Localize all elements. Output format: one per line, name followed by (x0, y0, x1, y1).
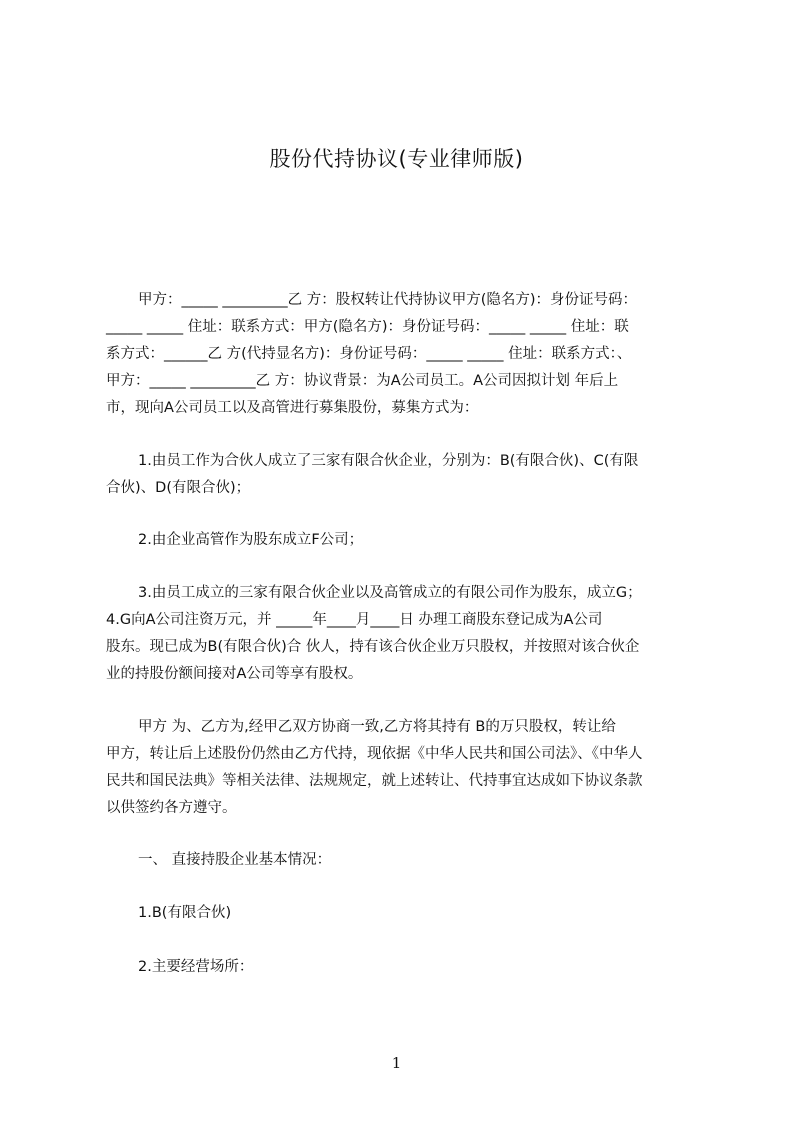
intro-line: 甲方：_____ _________乙 方：协议背景：为A公司员工。A公司因拟计划 年后上 (106, 373, 619, 389)
intro-line: 甲方：_____ _________乙 方：股权转让代持协议甲方(隐名方)：身份证号码： (138, 292, 638, 308)
item3-line: 业的持股份额间接对A公司等享有股权。 (106, 666, 363, 682)
agreement-line: 民共和国民法典》等相关法律、法规规定，就上述转让、代持事宜达成如下协议条款 (106, 773, 643, 789)
item1-line: 合伙)、D(有限合伙)； (106, 480, 251, 496)
intro-line: 系方式：______乙 方(代持显名方)：身份证号码：_____ _____ 住址：联系方式：、 (106, 346, 632, 362)
intro-line: _____ _____ 住址：联系方式：甲方(隐名方)：身份证号码：_____ _____ 住址：联 (106, 319, 629, 335)
agreement-line: 甲方 为、乙方为,经甲乙双方协商一致,乙方将其持有 B的万只股权，转让给 (138, 719, 616, 735)
agreement-paragraph (106, 714, 700, 822)
item3-line: 股东。现已成为B(有限合伙)合 伙人，持有该合伙企业万只股权，并按照对该合伙企 (106, 639, 640, 655)
item1-line: 1.由员工作为合伙人成立了三家有限合伙企业，分别为：B(有限合伙)、C(有限 (138, 453, 639, 469)
intro-line: 市，现向A公司员工以及高管进行募集股份，募集方式为： (106, 400, 479, 416)
document-title: 股份代持协议(专业律师版) (269, 147, 524, 171)
item3-line: 4.G向A公司注资万元，并 _____年____月____日 办理工商股东登记成为A公司 (106, 612, 603, 628)
intro-paragraph (106, 287, 700, 422)
section1-item1: 1.B(有限合伙) (138, 905, 232, 921)
page-number: 1 (391, 1054, 402, 1072)
item2-paragraph: 2.由企业高管作为股东成立F公司； (138, 532, 364, 548)
agreement-line: 以供签约各方遵守。 (106, 800, 237, 816)
item3-paragraph (106, 580, 700, 688)
item3-line: 3.由员工成立的三家有限合伙企业以及高管成立的有限公司作为股东，成立G； (138, 585, 642, 601)
agreement-line: 甲方，转让后上述股份仍然由乙方代持，现依据《中华人民共和国公司法》、《中华人 (106, 746, 643, 762)
item1-paragraph (106, 448, 700, 502)
section1-heading: 一、 直接持股企业基本情况： (138, 852, 332, 868)
section1-item2: 2.主要经营场所： (138, 959, 254, 975)
